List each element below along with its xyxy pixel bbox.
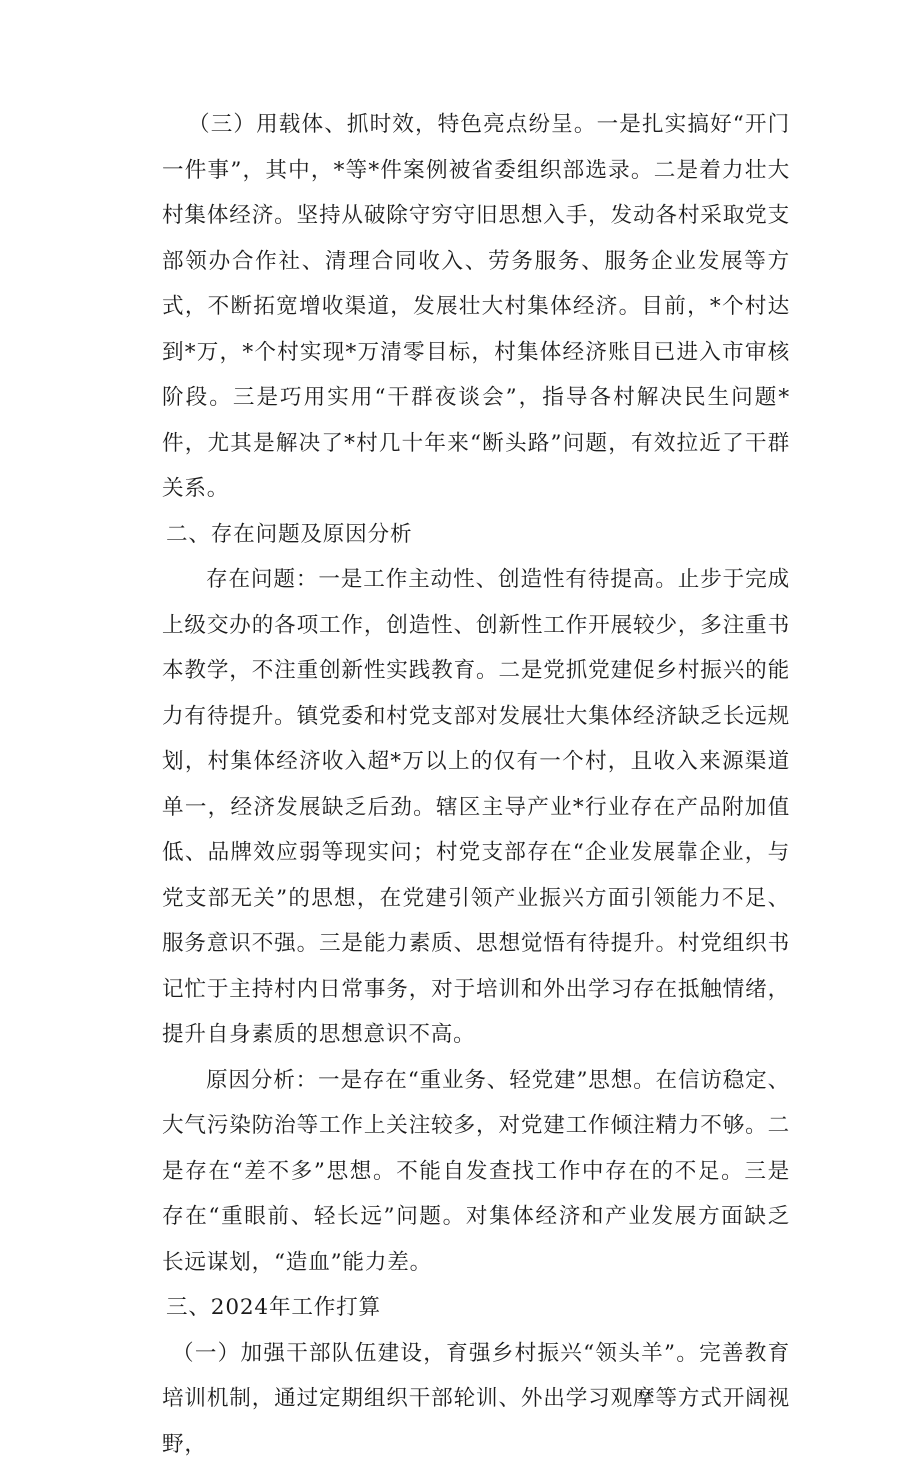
heading-section-3: 三、2024年工作打算	[162, 1285, 790, 1331]
paragraph-cause-analysis: 原因分析：一是存在“重业务、轻党建”思想。在信访稳定、大气污染防治等工作上关注较多，对党建工作倾注精力不够。二是存在“差不多”思想。不能自发查找工作中存在的不足。三是存在“重眼前、轻长远”问题。对集体经济和产业发展方面缺乏长远谋划，“造血”能力差。	[162, 1058, 790, 1286]
heading-section-2: 二、存在问题及原因分析	[162, 512, 790, 558]
paragraph-existing-problems: 存在问题：一是工作主动性、创造性有待提高。止步于完成上级交办的各项工作，创造性、创新性工作开展较少，多注重书本教学，不注重创新性实践教育。二是党抓党建促乡村振兴的能力有待提升。镇党委和村党支部对发展壮大集体经济缺乏长远规划，村集体经济收入超*万以上的仅有一个村，且收入来源渠道单一，经济发展缺乏后劲。辖区主导产业*行业存在产品附加值低、品牌效应弱等现实问；村党支部存在“企业发展靠企业，与党支部无关”的思想，在党建引领产业振兴方面引领能力不足、服务意识不强。三是能力素质、思想觉悟有待提升。村党组织书记忙于主持村内日常事务，对于培训和外出学习存在抵触情绪，提升自身素质的思想意识不高。	[162, 557, 790, 1058]
paragraph-section-1-item-3: （三）用载体、抓时效，特色亮点纷呈。一是扎实搞好“开门一件事”，其中，*等*件案例被省委组织部选录。二是着力壮大村集体经济。坚持从破除守穷守旧思想入手，发动各村采取党支部领办合作社、清理合同收入、劳务服务、服务企业发展等方式，不断拓宽增收渠道，发展壮大村集体经济。目前，*个村达到*万，*个村实现*万清零目标，村集体经济账目已进入市审核阶段。三是巧用实用“干群夜谈会”，指导各村解决民生问题*件，尤其是解决了*村几十年来“断头路”问题，有效拉近了干群关系。	[162, 102, 790, 512]
paragraph-section-3-item-1: （一）加强干部队伍建设，育强乡村振兴“领头羊”。完善教育培训机制，通过定期组织干部轮训、外出学习观摩等方式开阔视野，	[162, 1331, 790, 1467]
document-body	[162, 102, 790, 1467]
